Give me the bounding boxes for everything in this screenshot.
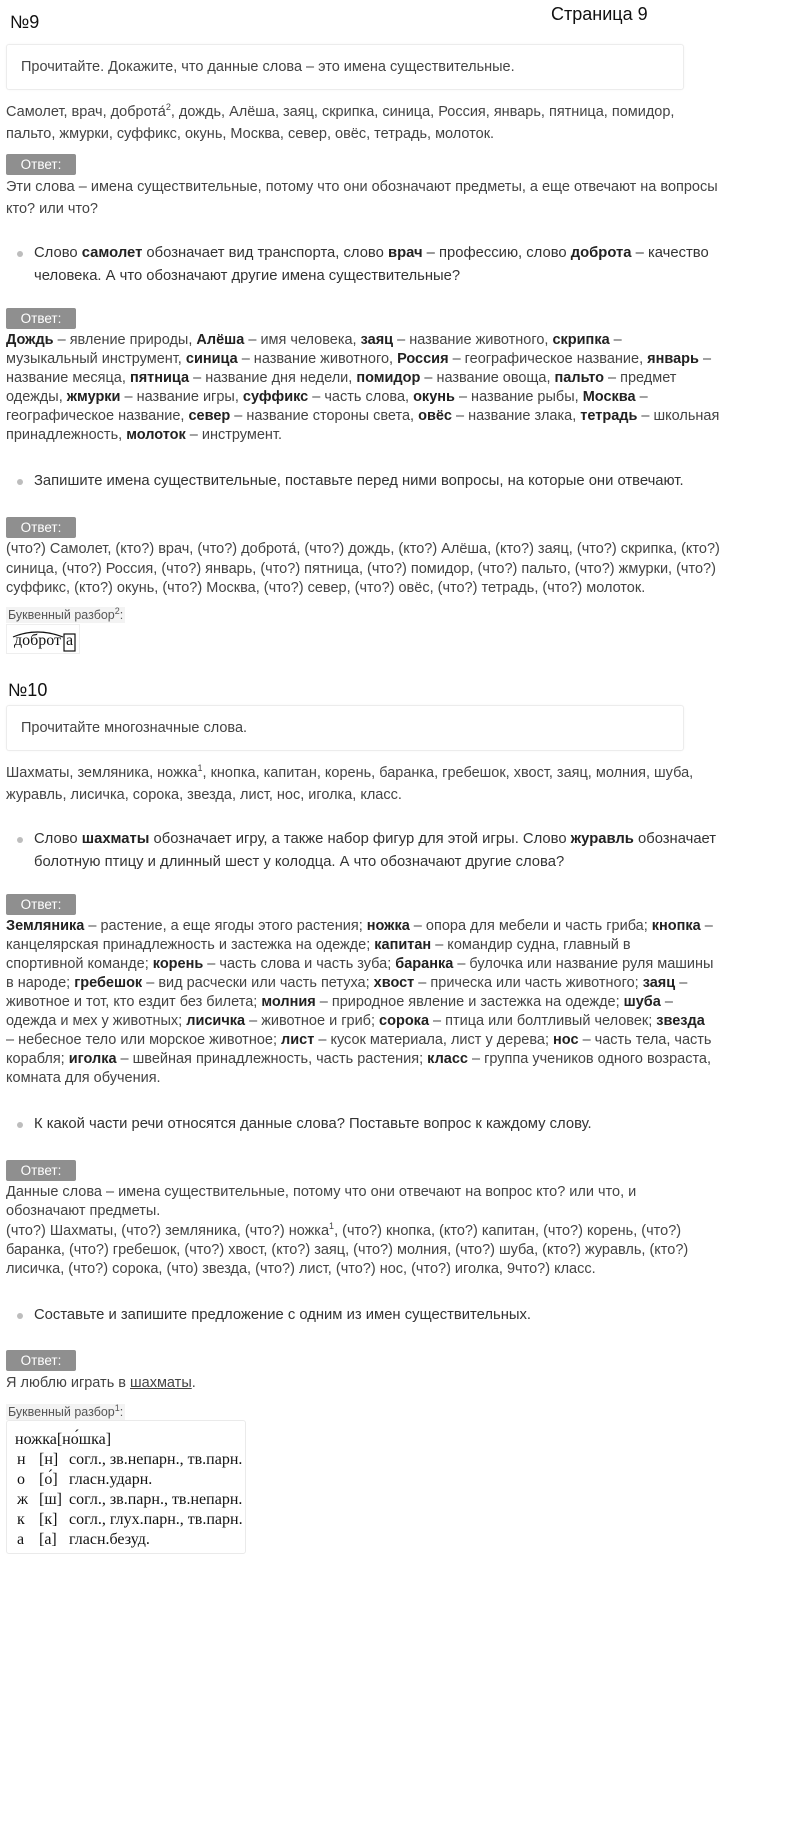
- footnote-mark: 2: [165, 102, 171, 113]
- task10-answer1-text: – швейная принадлежность, часть растения;: [116, 1051, 428, 1067]
- task9-answer2-term: Россия: [397, 351, 449, 367]
- a3-line: синица, (что?) Россия, (что?) январь, (что?) пятница, (что?) помидор, (что?) пальто, (что?) жмурки, (что?): [6, 560, 716, 577]
- task9-answer1-line2: кто? или что?: [6, 200, 98, 217]
- task-number-9: №9: [10, 12, 40, 32]
- answer-label-text: Ответ:: [20, 1163, 62, 1178]
- task9-answer2-term: окунь: [413, 389, 455, 405]
- task9-question2: [34, 242, 794, 288]
- bukv-label-9: [6, 607, 125, 623]
- bukv-colon: :: [119, 608, 124, 622]
- analysis-sound: [к]: [39, 1511, 58, 1528]
- task10-answer1-text: – часть тела, часть: [578, 1032, 712, 1048]
- task10-answer1: [6, 917, 796, 1088]
- bukv-label-10: [6, 1404, 125, 1420]
- q2-bold: доброта: [570, 245, 632, 261]
- a3-line: (что?) Самолет, (кто?) врач, (что?) доброта́, (что?) дождь, (кто?) Алёша, (кто?) заяц, (что?) скрипка, (кто?): [6, 541, 720, 557]
- a-line: , (что?) кнопка, (кто?) капитан, (что?) корень, (что?): [334, 1222, 682, 1239]
- task10-answer1-text: спортивной команде;: [6, 956, 153, 972]
- a-text: .: [191, 1375, 196, 1391]
- a-line: Данные слова – имена существительные, потому что они отвечают на вопрос кто? или что, и: [6, 1184, 637, 1200]
- task10-answer1-text: – группа учеников одного возраста,: [468, 1051, 712, 1067]
- task9-answer2-text: – название стороны света,: [230, 408, 419, 424]
- task9-answer2-term: синица: [185, 351, 238, 367]
- q3-text: Запишите имена существительные, поставьте перед ними вопросы, на которые они отвечают.: [34, 473, 684, 489]
- task10-answer1-text: – растение, а еще ягоды этого растения;: [84, 918, 367, 934]
- task9-answer2-term: заяц: [360, 332, 394, 348]
- q2-bold: врач: [387, 245, 423, 261]
- task9-answer2-text: одежды,: [6, 389, 67, 405]
- task10-answer1-text: – опора для мебели и часть гриба;: [409, 918, 652, 934]
- task9-answer2-text: – название овоща,: [420, 370, 555, 386]
- q-bold: журавль: [570, 831, 634, 847]
- bukv-colon: :: [119, 1405, 124, 1419]
- a-line: (что?) Шахматы, (что?) земляника, (что?) ножка: [6, 1222, 330, 1239]
- task9-answer2-term: помидор: [356, 370, 421, 386]
- task9-answer2-term: пятница: [129, 370, 190, 386]
- task10-answer1-text: корабля;: [6, 1051, 69, 1067]
- task10-answer1-term: звезда: [656, 1013, 705, 1029]
- morpheme-diagram: [6, 624, 80, 654]
- morph-root: доброт: [14, 632, 62, 649]
- task10-answer1-term: ножка: [366, 918, 410, 934]
- task10-words-part2: , кнопка, капитан, корень, баранка, гребешок, хвост, заяц, молния, шуба,: [202, 765, 694, 781]
- analysis-sound: [ш]: [39, 1491, 62, 1508]
- chess-link[interactable]: шахматы: [130, 1375, 192, 1391]
- task10-answer1-text: – командир судна, главный в: [431, 937, 631, 953]
- q2-text: Слово: [34, 245, 82, 261]
- task9-answer2-text: – предмет: [603, 370, 677, 386]
- task10-answer1-text: в народе;: [6, 975, 75, 991]
- task9-answer2-text: – имя человека,: [244, 332, 361, 348]
- task10-answer1-term: класс: [427, 1051, 468, 1067]
- task9-answer2-term: тетрадь: [580, 408, 638, 424]
- task10-answer1-term: кнопка: [651, 918, 701, 934]
- task10-answer1-text: – птица или болтливый человек;: [429, 1013, 657, 1029]
- task9-answer2-text: географическое название,: [6, 408, 189, 424]
- task9-answer2-text: – инструмент.: [185, 427, 282, 443]
- q2-text: человека. А что обозначают другие имена существительные?: [34, 268, 461, 284]
- task10-answer1-term: нос: [553, 1032, 579, 1048]
- task10-words: [6, 763, 796, 806]
- analysis-desc: гласн.безуд.: [69, 1531, 150, 1548]
- a3-line: суффикс, (кто?) окунь, (что?) Москва, (что?) север, (что?) овёс, (что?) тетрадь, (что?) молоток.: [6, 580, 646, 596]
- task10-words-part1: Шахматы, земляника, ножка: [6, 765, 198, 781]
- task10-answer1-text: –: [660, 994, 673, 1010]
- task9-answer2-term: Алёша: [196, 332, 245, 348]
- analysis-desc: согл., глух.парн., тв.парн.: [69, 1511, 243, 1528]
- q2-text: – качество: [631, 245, 709, 261]
- task9-answer2-text: – название игры,: [120, 389, 243, 405]
- task10-answer1-term: баранка: [395, 956, 454, 972]
- analysis-desc: согл., зв.непарн., тв.парн.: [69, 1451, 243, 1468]
- task9-answer2-text: музыкальный инструмент,: [6, 351, 186, 367]
- footnote-mark: 1: [197, 763, 203, 774]
- task9-words-part3: пальто, жмурки, суффикс, окунь, Москва, север, овёс, тетрадь, молоток.: [6, 125, 495, 142]
- q-text: Слово: [34, 831, 82, 847]
- task-number-10: №10: [8, 680, 48, 700]
- phonetic-analysis-box: [6, 1420, 246, 1554]
- task10-answer1-text: – булочка или название руля машины: [453, 956, 714, 972]
- task9-answer2-term: жмурки: [66, 389, 121, 405]
- bukv-label-text: Буквенный разбор: [8, 608, 115, 622]
- task10-answer1-text: одежда и мех у животных;: [6, 1013, 187, 1029]
- bukv-label-text: Буквенный разбор: [8, 1405, 115, 1419]
- analysis-letter: н: [17, 1451, 26, 1468]
- task10-answer1-text: – природное явление и застежка на одежде;: [315, 994, 624, 1010]
- task9-answer2-text: –: [635, 389, 648, 405]
- task9-answer2-text: принадлежность,: [6, 427, 127, 443]
- answer-label-text: Ответ:: [20, 520, 62, 535]
- task9-words-part2: , дождь, Алёша, заяц, скрипка, синица, Россия, январь, пятница, помидор,: [170, 104, 675, 120]
- task10-answer1-term: иголка: [68, 1051, 117, 1067]
- task10-answer1-text: животное и тот, кто ездит без билета;: [6, 994, 262, 1010]
- task10-answer1-text: – прическа или часть животного;: [414, 975, 643, 991]
- task10-words-part3: журавль, лисичка, сорока, звезда, лист, нос, иголка, класс.: [6, 786, 402, 803]
- task10-answer1-text: –: [700, 918, 713, 934]
- task10-answer1-text: канцелярская принадлежность и застежка на одежде;: [6, 937, 375, 953]
- task10-answer1-term: Земляника: [6, 918, 85, 934]
- answer-label-text: Ответ:: [20, 311, 62, 326]
- answer-label: [6, 894, 76, 915]
- task9-answer2-text: – явление природы,: [53, 332, 197, 348]
- q-text: болотную птицу и длинный шест у колодца. А что обозначают другие слова?: [34, 854, 565, 870]
- a-line: лисичка, (что?) сорока, (что) звезда, (что?) лист, (что?) нос, (что?) иголка, 9что?) класс.: [6, 1261, 596, 1278]
- answer-label: [6, 1350, 76, 1371]
- task10-answer3: [6, 1373, 796, 1395]
- task10-answer1-text: – часть слова и часть зуба;: [203, 956, 396, 972]
- analysis-head: ножка[но́шка]: [15, 1431, 112, 1448]
- task9-answer2-text: – название злака,: [452, 408, 581, 424]
- answer-label-text: Ответ:: [20, 897, 62, 912]
- task10-answer1-text: комната для обучения.: [6, 1070, 161, 1086]
- task9-answer2-text: – название животного,: [237, 351, 398, 367]
- analysis-letter: ж: [17, 1491, 29, 1508]
- task9-answer2-text: – название животного,: [393, 332, 553, 348]
- answer-label-text: Ответ:: [20, 1353, 62, 1368]
- task10-question2: [34, 1113, 794, 1136]
- task10-question3: [34, 1304, 794, 1327]
- task10-answer1-term: сорока: [379, 1013, 430, 1029]
- task9-answer2: [6, 331, 796, 445]
- task10-answer1-text: – кусок материала, лист у дерева;: [314, 1032, 554, 1048]
- analysis-sound: [о́]: [39, 1471, 58, 1488]
- q-text: обозначает игру, а также набор фигур для этой игры. Слово: [149, 831, 571, 847]
- task10-answer1-term: лист: [281, 1032, 315, 1048]
- task9-words-part1: Самолет, врач, доброта́: [6, 104, 166, 120]
- task9-answer2-text: – часть слова,: [308, 389, 414, 405]
- analysis-sound: [а]: [39, 1531, 57, 1548]
- page-title: Страница 9: [551, 4, 648, 24]
- a-line: обозначают предметы.: [6, 1203, 161, 1220]
- answer-label: [6, 517, 76, 538]
- task9-answer2-term: север: [188, 408, 231, 424]
- task10-answer1-term: гребешок: [74, 975, 143, 991]
- task9-answer2-text: – географическое название,: [448, 351, 648, 367]
- q-text: К какой части речи относятся данные слова? Поставьте вопрос к каждому слову.: [34, 1116, 592, 1132]
- task9-answer2-term: суффикс: [242, 389, 309, 405]
- footnote-mark: 2: [114, 605, 120, 616]
- task9-words: [6, 102, 796, 145]
- task9-answer2-term: овёс: [418, 408, 452, 424]
- analysis-letter: к: [17, 1511, 25, 1528]
- footnote-mark: 1: [114, 1402, 120, 1413]
- task9-answer1-line1: Эти слова – имена существительные, потому что они обозначают предметы, а еще отвечают на вопросы: [6, 179, 718, 195]
- task10-answer1-term: лисичка: [186, 1013, 246, 1029]
- analysis-letter: о: [17, 1471, 25, 1488]
- task10-question1: [34, 828, 794, 874]
- morph-ending: а: [66, 632, 74, 649]
- q2-text: обозначает вид транспорта, слово: [142, 245, 388, 261]
- task9-prompt: Прочитайте. Докажите, что данные слова – это имена существительные.: [21, 59, 515, 75]
- task9-answer2-text: – название рыбы,: [454, 389, 583, 405]
- task10-answer1-text: – вид расчески или часть петуха;: [142, 975, 374, 991]
- task10-answer2: [6, 1183, 796, 1279]
- task10-answer1-term: молния: [261, 994, 316, 1010]
- analysis-desc: согл., зв.парн., тв.непарн.: [69, 1491, 243, 1508]
- task9-answer2-term: молоток: [126, 427, 186, 443]
- task10-answer1-text: – животное и гриб;: [245, 1013, 380, 1029]
- task10-answer1-term: заяц: [642, 975, 676, 991]
- task9-answer2-term: январь: [647, 351, 699, 367]
- task9-answer2-term: Москва: [582, 389, 636, 405]
- task10-answer1-term: шуба: [623, 994, 661, 1010]
- answer-label: [6, 308, 76, 329]
- task10-answer1-text: –: [675, 975, 688, 991]
- task9-answer3: [6, 540, 796, 599]
- task9-prompt-box: [6, 44, 684, 90]
- task9-answer2-text: – название дня недели,: [189, 370, 357, 386]
- task9-answer2-text: – школьная: [637, 408, 720, 424]
- task10-prompt: Прочитайте многозначные слова.: [21, 720, 248, 736]
- q-text: обозначает: [633, 831, 717, 847]
- task9-answer2-term: Дождь: [6, 332, 54, 348]
- analysis-sound: [н]: [39, 1451, 59, 1468]
- task9-answer2-text: –: [609, 332, 622, 348]
- task10-prompt-box: [6, 705, 684, 751]
- task10-answer1-text: – небесное тело или морское животное;: [6, 1032, 282, 1048]
- analysis-desc: гласн.ударн.: [69, 1471, 153, 1488]
- answer-label: [6, 154, 76, 175]
- analysis-letter: а: [17, 1531, 25, 1548]
- q-text: Составьте и запишите предложение с одним из имен существительных.: [34, 1307, 532, 1323]
- task10-answer1-term: корень: [152, 956, 204, 972]
- task9-question3: [34, 470, 794, 493]
- footnote-mark: 1: [329, 1220, 335, 1231]
- task10-answer1-term: капитан: [374, 937, 432, 953]
- task9-answer2-text: –: [698, 351, 712, 367]
- answer-label-text: Ответ:: [20, 157, 62, 172]
- q-bold: шахматы: [81, 831, 150, 847]
- q2-text: – профессию, слово: [422, 245, 571, 261]
- task9-answer2-term: пальто: [554, 370, 604, 386]
- task10-answer1-term: хвост: [373, 975, 415, 991]
- a-text: Я люблю играть в: [6, 1375, 131, 1391]
- task9-answer2-text: название месяца,: [6, 370, 130, 386]
- answer-label: [6, 1160, 76, 1181]
- q2-bold: самолет: [81, 245, 143, 261]
- a-line: баранка, (что?) гребешок, (что?) хвост, (кто?) заяц, (что?) молния, (что?) шуба, (кто?) журавль, (кто?): [6, 1241, 689, 1258]
- task9-answer2-term: скрипка: [552, 332, 610, 348]
- task9-answer1: [6, 177, 796, 220]
